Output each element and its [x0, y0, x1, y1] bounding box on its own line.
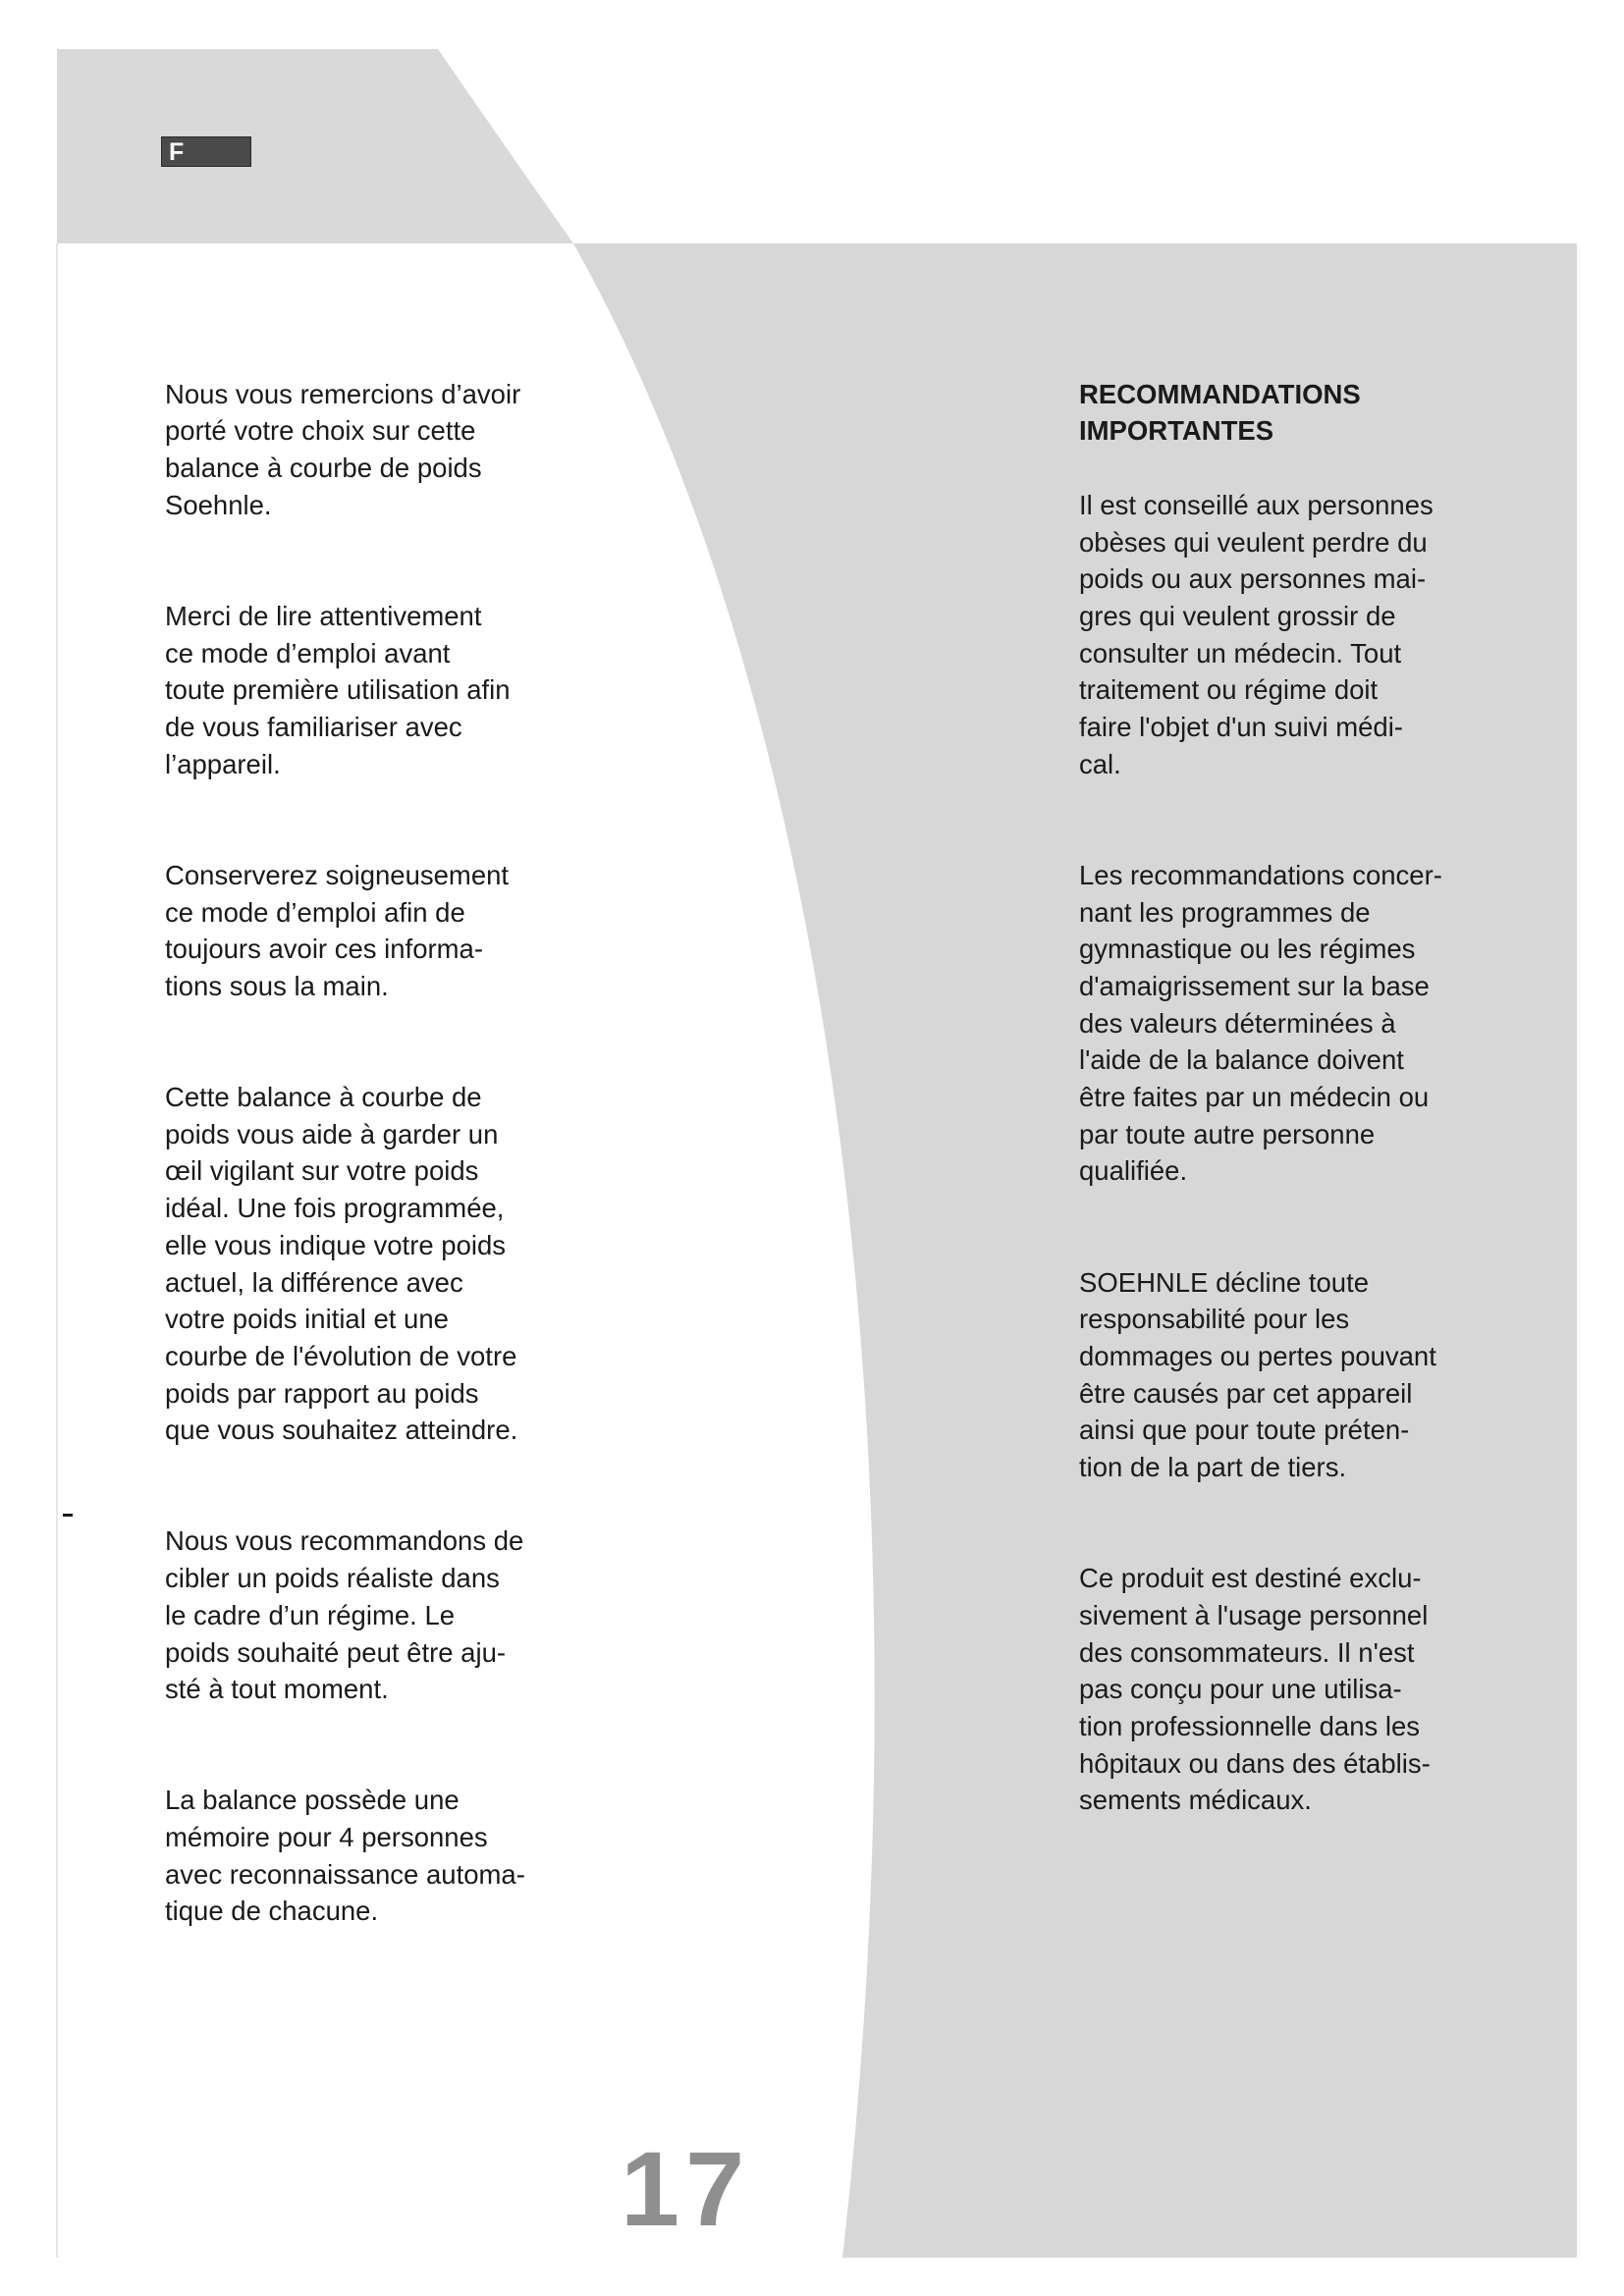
- keep-manual-paragraph: Conserverez soigneusement ce mode d’emploi afin de toujours avoir ces informa- tions sous la main.: [165, 859, 510, 1001]
- header-band: [57, 49, 573, 243]
- personal-use-paragraph: Ce produit est destiné exclu- sivement à l'usage personnel des consommateurs. Il n'est pas conçu pour une utilisa- tion professionnelle dans les hôpitaux ou dans des établis- sements médicaux.: [1079, 1563, 1431, 1816]
- recommendations-heading: RECOMMANDATIONS IMPORTANTES: [1079, 378, 1361, 447]
- right-column: [1079, 339, 1511, 1893]
- left-column: [165, 339, 577, 2004]
- target-weight-paragraph: Nous vous recommandons de cibler un poids réaliste dans le cadre d’un régime. Le poids souhaité peut être aju- sté à tout moment.: [165, 1525, 524, 1705]
- intro-paragraph: Nous vous remercions d’avoir porté votre choix sur cette balance à courbe de poids Soehnle.: [165, 378, 521, 520]
- language-tab-label: F: [169, 138, 185, 166]
- read-manual-paragraph: Merci de lire attentivement ce mode d’emploi avant toute première utilisation afin de vous familiariser avec l’appareil.: [165, 600, 511, 779]
- liability-paragraph: SOEHNLE décline toute responsabilité pour les dommages ou pertes pouvant être causés par cet appareil ainsi que pour toute préten- tion de la part de tiers.: [1079, 1266, 1436, 1483]
- language-tab: [161, 136, 251, 167]
- medical-advice-paragraph: Il est conseillé aux personnes obèses qui veulent perdre du poids ou aux personnes mai- gres qui veulent grossir de consulter un médecin. Tout traitement ou régime doit faire l'objet d'un suivi médi- cal.: [1079, 489, 1434, 779]
- page-number: 17: [621, 2129, 751, 2248]
- exercise-diet-paragraph: Les recommandations concer- nant les programmes de gymnastique ou les régimes d'amaigrissement sur la base des valeurs déterminées à l'aide de la balance doivent être faites par un médecin ou par toute autre personne qualifiée.: [1079, 859, 1442, 1187]
- margin-mark: [63, 1514, 73, 1517]
- scale-description-paragraph: Cette balance à courbe de poids vous aide à garder un œil vigilant sur votre poids idéal. Une fois programmée, elle vous indique votre poids actuel, la différence avec votre poids initial et une courbe de l'évolution de votre poids par rapport au poids que vous souhaitez atteindre.: [165, 1082, 518, 1446]
- memory-paragraph: La balance possède une mémoire pour 4 personnes avec reconnaissance automa- tique de chacune.: [165, 1785, 525, 1927]
